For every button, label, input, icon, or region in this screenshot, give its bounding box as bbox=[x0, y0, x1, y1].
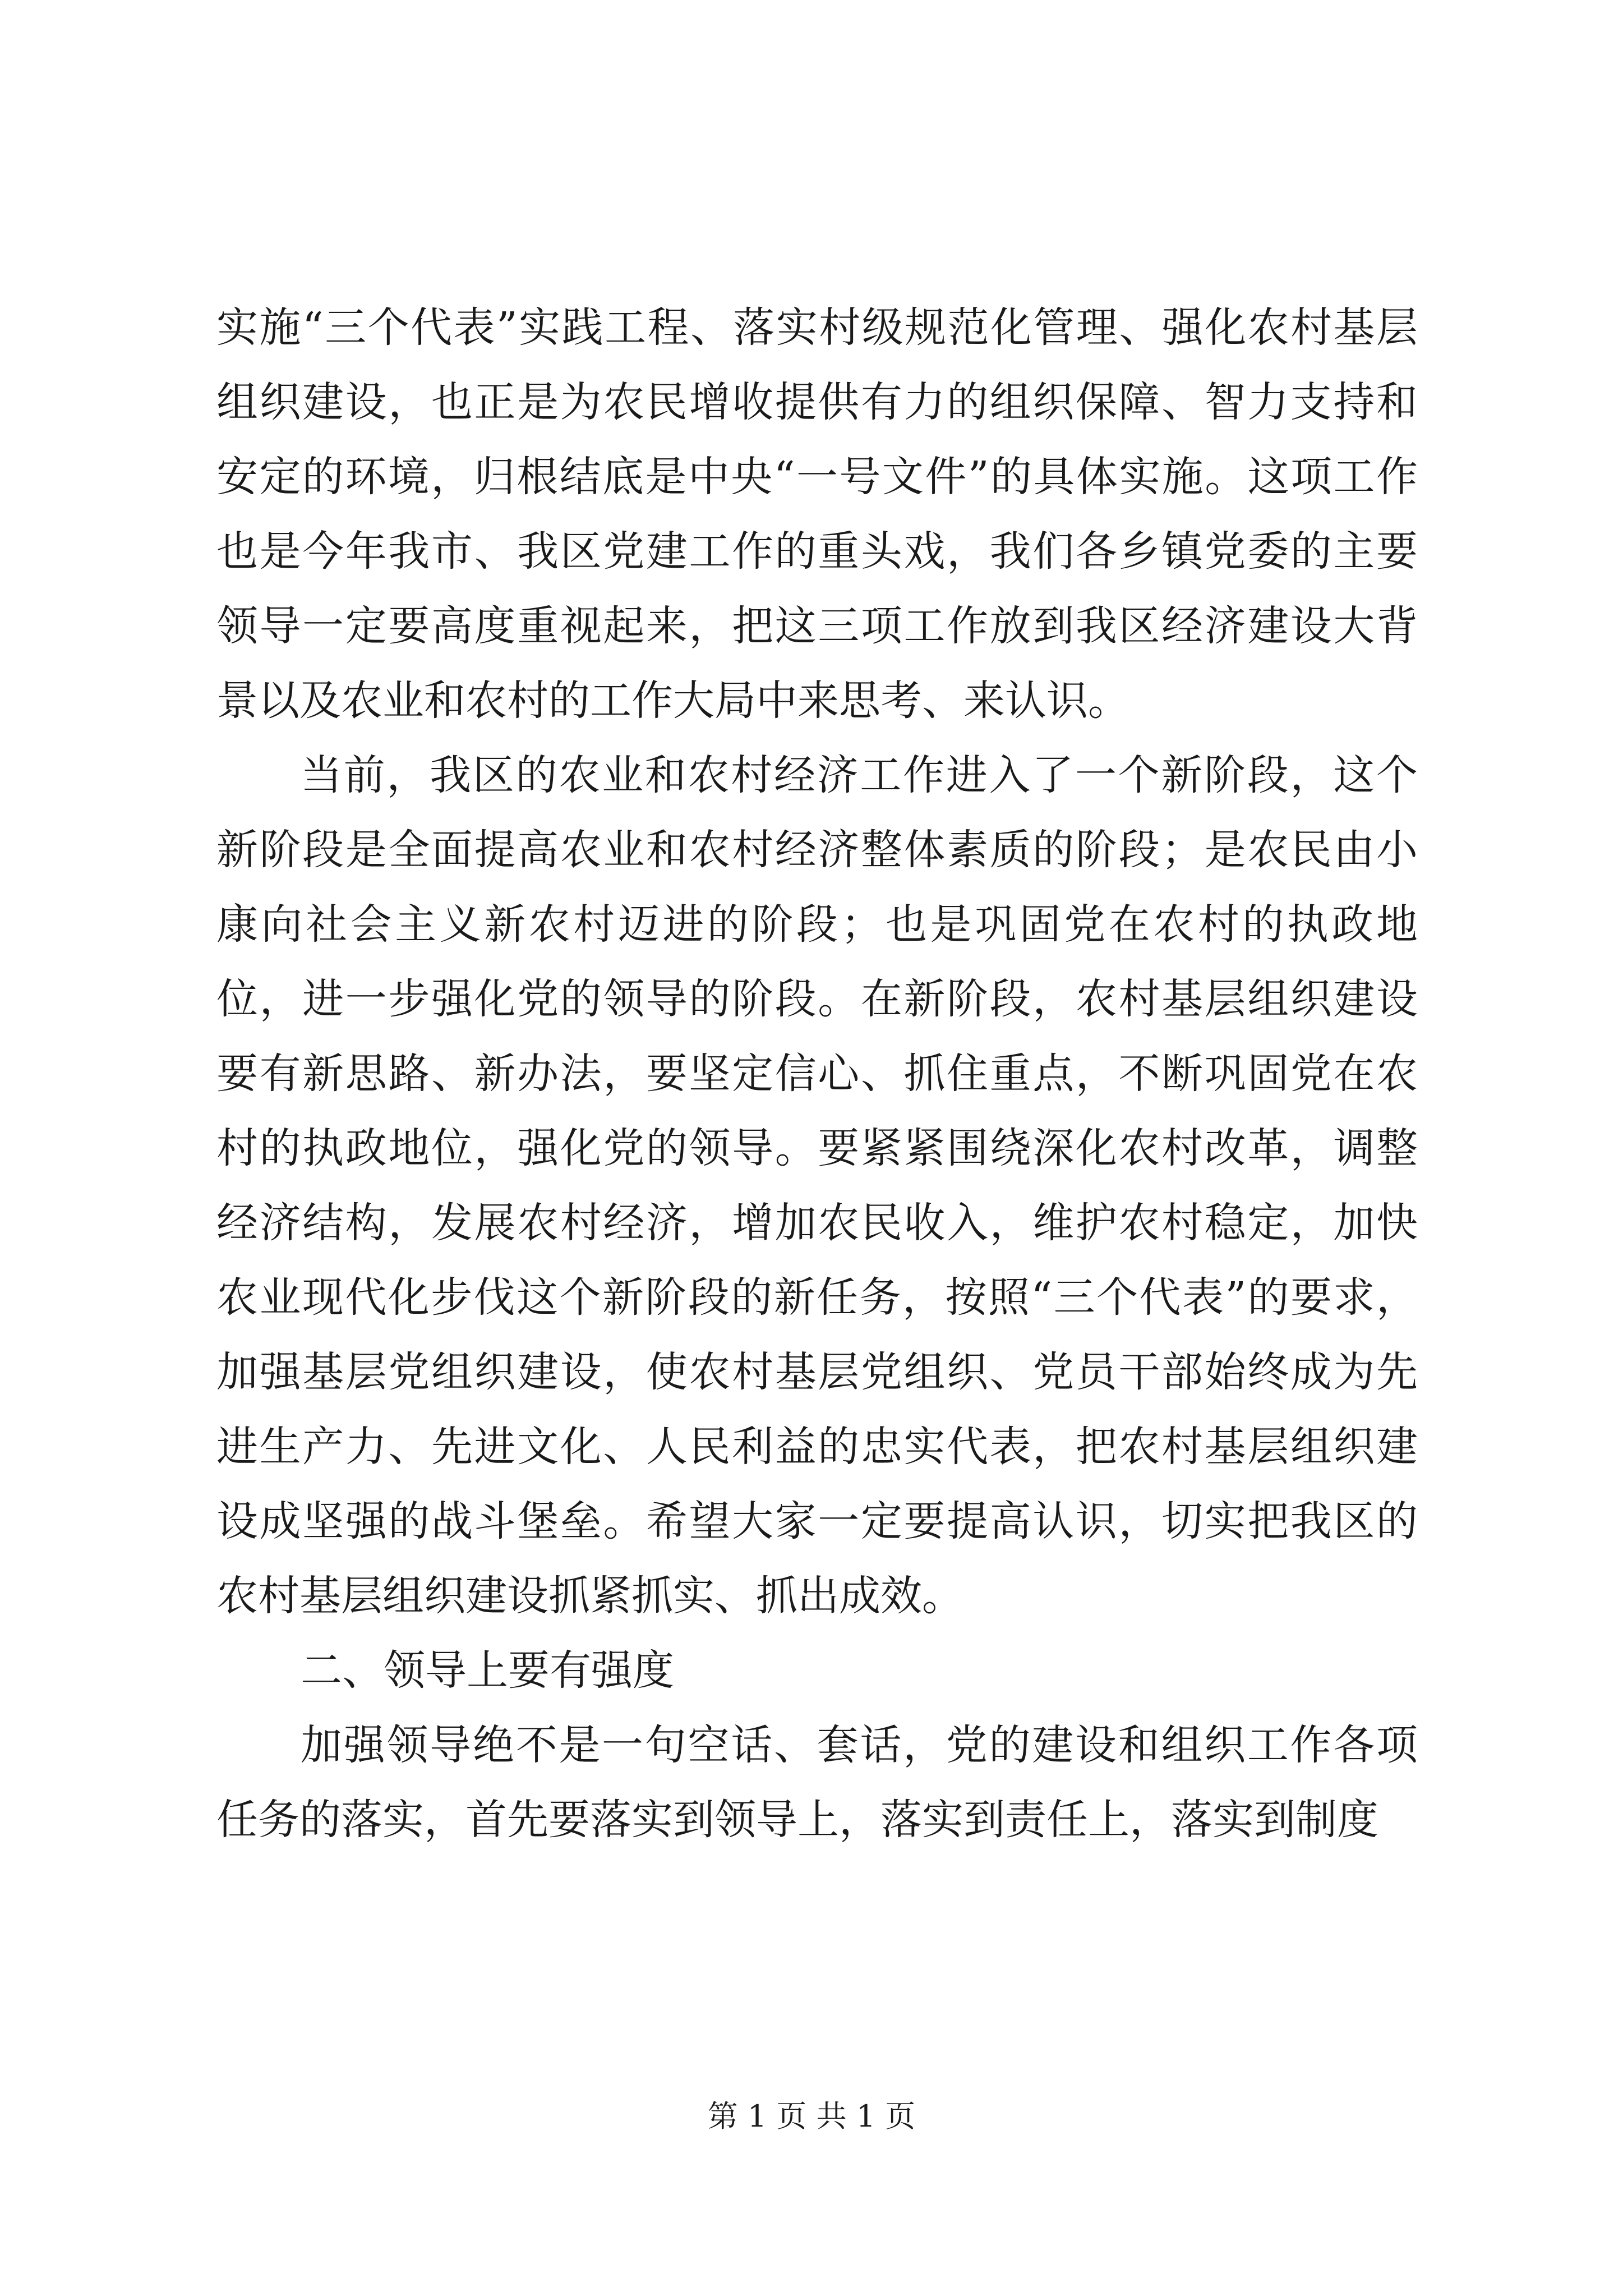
paragraph-3: 加强领导绝不是一句空话、套话，党的建设和组织工作各项任务的落实，首先要落实到领导上，落实到责任上，落实到制度 bbox=[216, 1721, 1418, 1844]
paragraph-1: 实施“三个代表”实践工程、落实村级规范化管理、强化农村基层组织建设，也正是为农民增收提供有力的组织保障、智力支持和安定的环境，归根结底是中央“一号文件”的具体实施。这项工作也是今年我市、我区党建工作的重头戏，我们各乡镇党委的主要领导一定要高度重视起来，把这三项工作放到我区经济建设大背景以及农业和农村的工作大局中来思考、来认识。 bbox=[216, 303, 1418, 725]
section-heading: 二、领导上要有强度 bbox=[301, 1646, 674, 1695]
page-footer: 第 1 页 共 1 页 bbox=[707, 2099, 916, 2134]
document-body bbox=[216, 291, 1418, 1857]
paragraph-2: 当前，我区的农业和农村经济工作进入了一个新阶段，这个新阶段是全面提高农业和农村经济整体素质的阶段；是农民由小康向社会主义新农村迈进的阶段；也是巩固党在农村的执政地位，进一步强化党的领导的阶段。在新阶段，农村基层组织建设要有新思路、新办法，要坚定信心、抓住重点，不断巩固党在农村的执政地位，强化党的领导。要紧紧围绕深化农村改革，调整经济结构，发展农村经济，增加农民收入，维护农村稳定，加快农业现代化步伐这个新阶段的新任务，按照“三个代表”的要求，加强基层党组织建设，使农村基层党组织、党员干部始终成为先进生产力、先进文化、人民利益的忠实代表，把农村基层组织建设成坚强的战斗堡垒。希望大家一定要提高认识，切实把我区的农村基层组织建设抓紧抓实、抓出成效。 bbox=[216, 751, 1418, 1620]
